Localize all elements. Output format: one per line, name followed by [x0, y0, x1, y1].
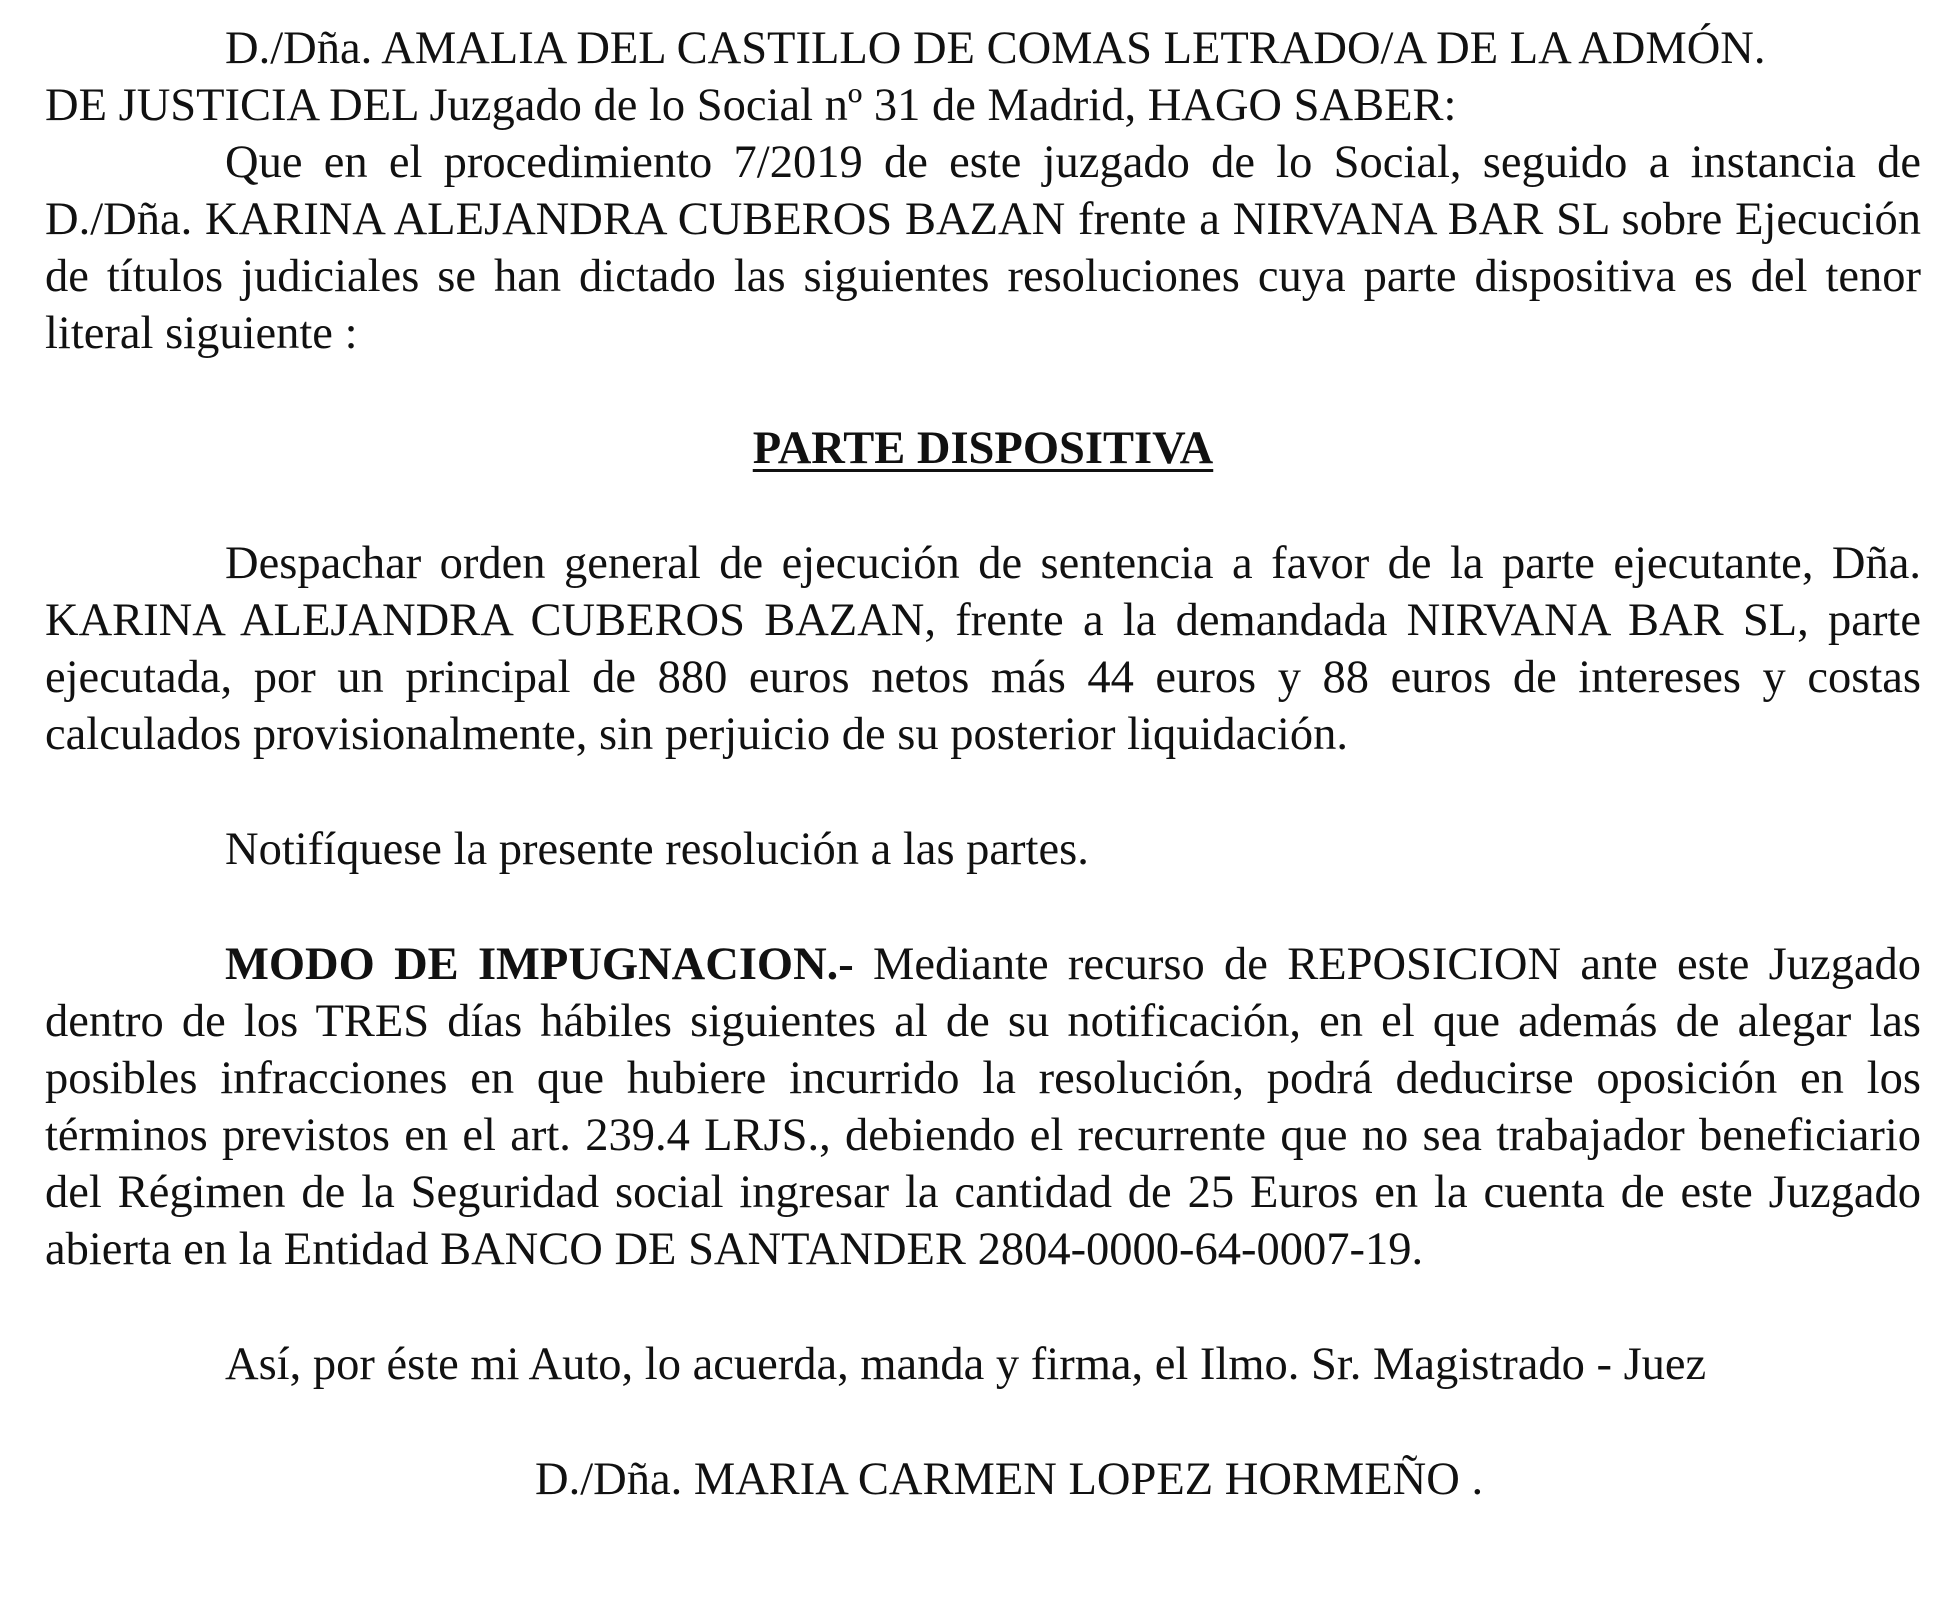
order-paragraph: Despachar orden general de ejecución de sentencia a favor de la parte ejecutante, Dña. KARINA ALEJANDRA CUBEROS BAZAN, frente a la demandada NIRVANA BAR SL, parte ejecutada, por un principal de 880 euros netos más 44 euros y 88 euros de intereses y costas calculados provisionalmente, sin perjuicio de su posterior liquidación. — [45, 538, 1921, 760]
document-page — [45, 20, 1921, 1508]
section-heading: PARTE DISPOSITIVA — [752, 423, 1214, 474]
impugnacion-text: Mediante recurso de REPOSICION ante este Juzgado dentro de los TRES días hábiles siguientes al de su notificación, en el que además de alegar las posibles infracciones en que hubiere incurrido la resolución, podrá deducirse oposición en los términos previstos en el art. 239.4 LRJS., debiendo el recurrente que no sea trabajador beneficiario del Régimen de la Seguridad social ingresar la cantidad de 25 Euros en la cuenta de este Juzgado abierta en la Entidad BANCO DE SANTANDER 2804-0000-64-0007-19. — [45, 939, 1921, 1275]
impugnacion-paragraph — [45, 936, 1921, 1278]
notify-paragraph: Notifíquese la presente resolución a las partes. — [225, 824, 1089, 875]
procedure-paragraph: Que en el procedimiento 7/2019 de este juzgado de lo Social, seguido a instancia de D./Dña. KARINA ALEJANDRA CUBEROS BAZAN frente a NIRVANA BAR SL sobre Ejecución de títulos judiciales se han dictado las siguientes resoluciones cuya parte dispositiva es del tenor literal siguiente : — [45, 137, 1921, 359]
impugnacion-label: MODO DE IMPUGNACION.- — [225, 939, 854, 990]
signatory-name: D./Dña. MARIA CARMEN LOPEZ HORMEÑO . — [535, 1454, 1484, 1505]
intro-line-1: D./Dña. AMALIA DEL CASTILLO DE COMAS LETRADO/A DE LA ADMÓN. — [225, 23, 1766, 74]
intro-line-2: DE JUSTICIA DEL Juzgado de lo Social nº 31 de Madrid, HAGO SABER: — [45, 80, 1457, 131]
closing-line: Así, por éste mi Auto, lo acuerda, manda y firma, el Ilmo. Sr. Magistrado - Juez — [225, 1339, 1707, 1390]
